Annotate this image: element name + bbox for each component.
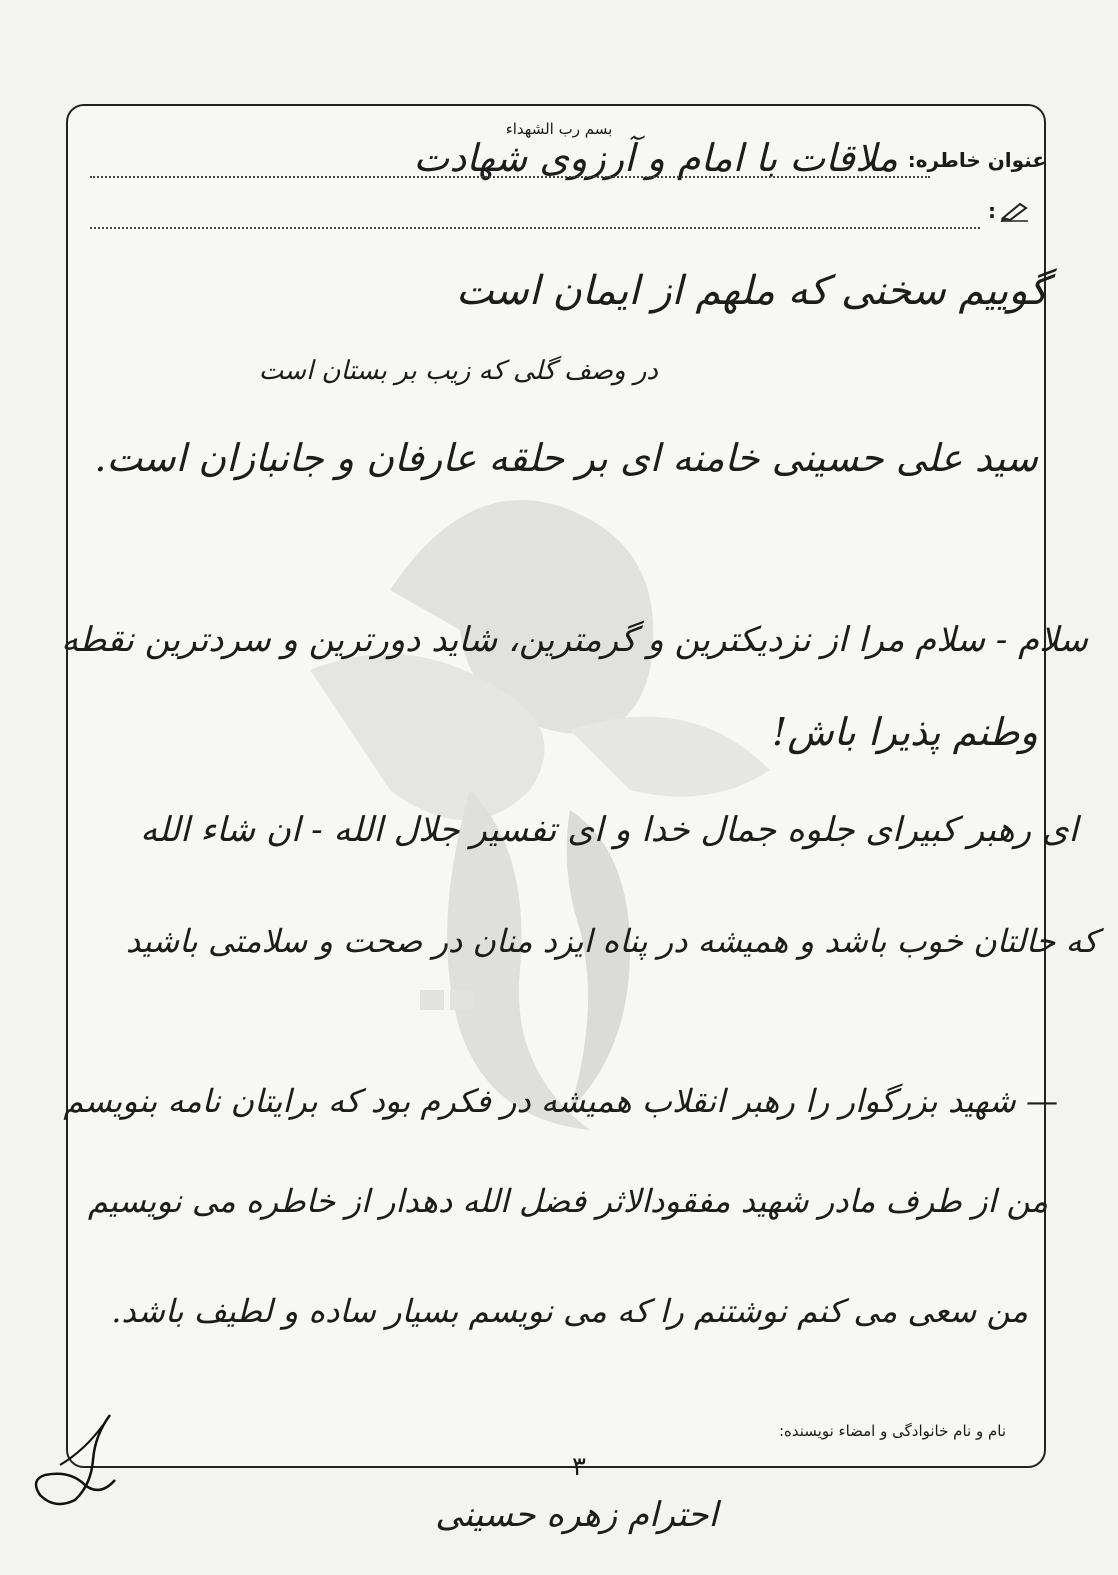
body-line-3: سید علی حسینی خامنه ای بر حلقه عارفان و جانبازان است. (94, 436, 1038, 480)
title-value: ملاقات با امام و آرزوی شهادت (413, 136, 898, 180)
basmala-header: بسم رب الشهداء (505, 120, 613, 138)
body-line-8: — شهید بزرگوار را رهبر انقلاب همیشه در فکرم بود که برایتان نامه بنویسم (63, 1082, 1058, 1120)
handwritten-signature (15, 1405, 125, 1510)
title-dotted-line (90, 176, 930, 178)
body-line-9: من از طرف مادر شهید مفقودالاثر فضل الله دهدار از خاطره می نویسیم (87, 1182, 1048, 1220)
watermark-emblem (270, 430, 790, 1170)
page-number: ۳ (572, 1452, 586, 1482)
signature-name: احترام زهره حسینی (435, 1495, 718, 1535)
body-line-6: ای رهبر کبیرای جلوه جمال خدا و ای تفسیر جلال الله - ان شاء الله (140, 810, 1078, 850)
body-line-4: سلام - سلام مرا از نزدیکترین و گرمترین، شاید دورترین و سردترین نقطه (61, 620, 1088, 660)
title-label: عنوان خاطره: (907, 148, 1046, 172)
author-colon: : (988, 199, 996, 223)
pen-icon (1000, 200, 1030, 226)
body-line-2: در وصف گلی که زیب بر بستان است (258, 356, 658, 386)
body-line-1: گوییم سخنی که ملهم از ایمان است (455, 268, 1048, 314)
body-line-7: که حالتان خوب باشد و همیشه در پناه ایزد منان در صحت و سلامتی باشید (125, 922, 1098, 960)
signature-label: نام و نام خانوادگی و امضاء نویسنده: (778, 1422, 1006, 1440)
author-dotted-line (90, 227, 980, 229)
body-line-5: وطنم پذیرا باش! (772, 710, 1038, 754)
body-line-10: من سعی می کنم نوشتنم را که می نویسم بسیار ساده و لطیف باشد. (111, 1292, 1028, 1330)
